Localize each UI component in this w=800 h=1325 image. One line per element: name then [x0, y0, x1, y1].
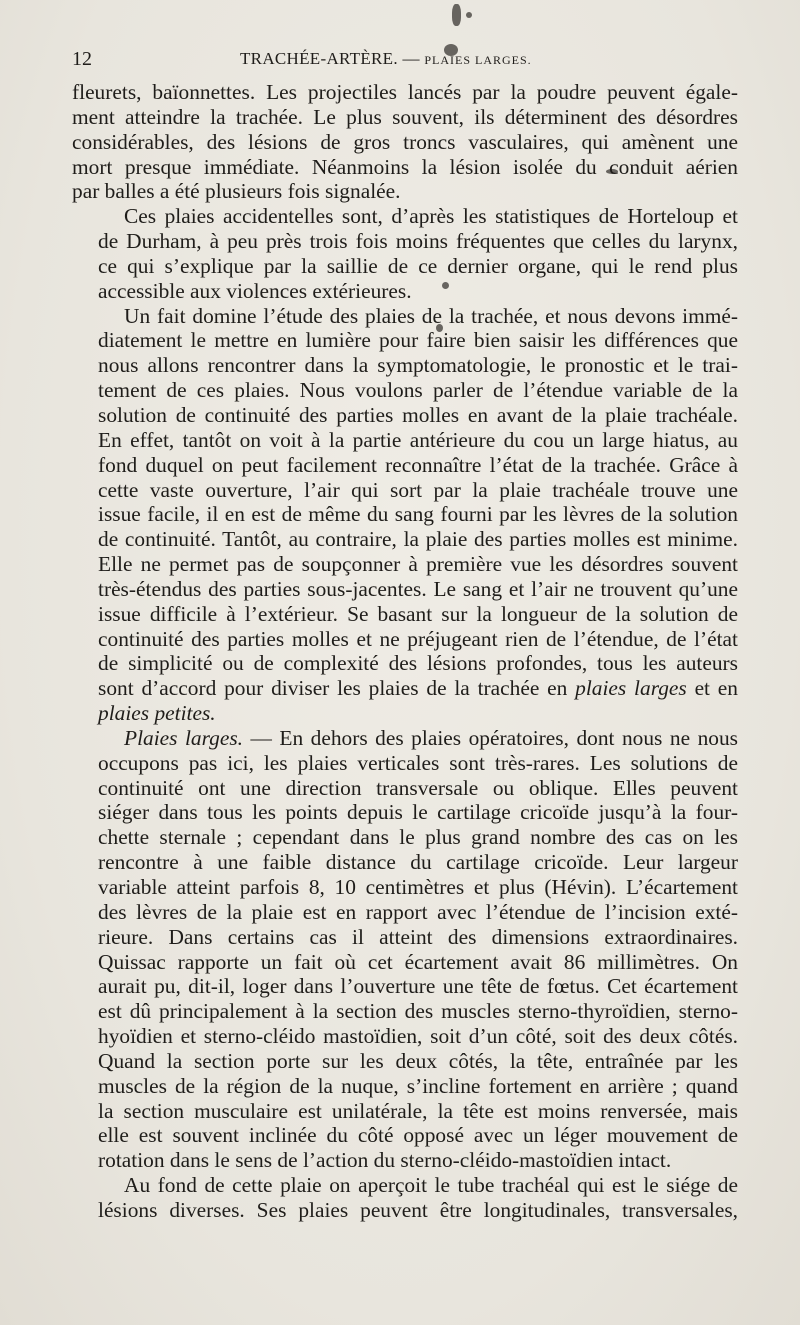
text-line: des lèvres de la plaie est en rapport avec l’étendue de l’incision exté- [98, 899, 738, 924]
text-line: tement de ces plaies. Nous voulons parler de l’étendue variable de la [98, 378, 738, 403]
text-line: de simplicité ou de complexité des lésions profondes, tous les auteurs [98, 651, 738, 676]
text-line [72, 676, 738, 701]
text-line: hyoïdien et sterno-cléido mastoïdien, soit d’un côté, soit des deux côtés. [98, 1024, 738, 1049]
text-fragment: sont d’accord pour diviser les plaies de la trachée en [98, 676, 568, 701]
text-line: mort presque immédiate. Néanmoins la lésion isolée du conduit aérien [72, 154, 738, 179]
text-line: rotation dans le sens de l’action du sterno-cléido-mastoïdien intact. [98, 1148, 672, 1173]
paragraph-3 [72, 304, 738, 726]
running-title: TRACHÉE-ARTÈRE. [240, 49, 398, 68]
text-line: accessible aux violences extérieures. [98, 278, 412, 303]
paragraph-1 [72, 80, 738, 204]
running-head [240, 46, 532, 73]
text-line: fond duquel on peut facilement reconnaître l’état de la trachée. Grâce à [98, 452, 738, 477]
section-heading: Plaies larges. [124, 725, 243, 750]
text-fragment: et en [694, 676, 738, 701]
text-line: variable atteint parfois 8, 10 centimètres et plus (Hévin). L’écartement [98, 875, 738, 899]
text-line: continuité des parties molles et ne préjugeant rien de l’étendue, de l’état [98, 626, 738, 651]
text-line: occupons pas ici, les plaies verticales sont très-rares. Les solutions de [98, 750, 738, 775]
italic-term: plaies larges [575, 676, 687, 701]
text-line: ce qui s’explique par la saillie de ce dernier organe, qui le rend plus [98, 253, 738, 278]
body-text [72, 80, 738, 1223]
ink-stain [452, 4, 461, 26]
running-dash: — [402, 49, 420, 68]
text-line [72, 701, 738, 726]
italic-term: plaies petites. [98, 701, 216, 726]
text-line: de continuité. Tantôt, au contraire, la plaie des parties molles est minime. [98, 527, 738, 552]
text-line [72, 726, 738, 751]
text-line: est dû principalement à la section des muscles sterno-thyroïdien, sterno- [98, 999, 738, 1024]
text-line: issue difficile à l’extérieur. Se basant sur la longueur de la solution de [98, 601, 738, 626]
text-line: Ces plaies accidentelles sont, d’après les statistiques de Horteloup et [124, 204, 738, 229]
text-line: Quand la section porte sur les deux côtés, la tête, entraînée par les [98, 1048, 738, 1073]
text-line: nous allons rencontrer dans la symptomatologie, le pronostic et le trai- [98, 353, 738, 378]
text-line: aurait pu, dit-il, loger dans l’ouverture une tête de fœtus. Cet écartement [98, 974, 738, 999]
text-line: solution de continuité des parties molles en avant de la plaie trachéale. [98, 402, 738, 427]
text-line: fleurets, baïonnettes. Les projectiles lancés par la poudre peuvent égale- [72, 80, 738, 104]
text-line: cette vaste ouverture, l’air qui sort par la plaie trachéale trouve une [98, 477, 738, 502]
text-line: elle est souvent inclinée du côté opposé avec un léger mouvement de [98, 1123, 738, 1148]
ink-stain [466, 12, 472, 18]
text-line: diatement le mettre en lumière pour faire bien saisir les différences que [98, 328, 738, 353]
text-line: Un fait domine l’étude des plaies de la trachée, et nous devons immé- [124, 303, 738, 328]
text-line: très-étendus des parties sous-jacentes. Le sang et l’air ne trouvent qu’une [98, 576, 738, 601]
text-line: Quissac rapporte un fait où cet écartement avait 86 millimètres. On [98, 949, 738, 974]
page-number: 12 [72, 48, 92, 70]
paragraph-2 [72, 204, 738, 303]
running-section: PLAIES LARGES. [424, 53, 532, 67]
text-line: rencontre à une faible distance du cartilage cricoïde. Leur largeur [98, 850, 738, 875]
text-line: considérables, des lésions de gros troncs vasculaires, qui amènent une [72, 129, 738, 154]
text-line: Au fond de cette plaie on aperçoit le tube trachéal qui est le siége de [124, 1173, 738, 1198]
paragraph-4 [72, 726, 738, 1173]
text-line: siéger dans tous les points depuis le cartilage cricoïde jusqu’à la four- [98, 800, 738, 825]
text-line: ment atteindre la trachée. Le plus souvent, ils déterminent des désordres [72, 104, 738, 129]
text-line: de Durham, à peu près trois fois moins fréquentes que celles du larynx, [98, 229, 738, 254]
page-header [72, 46, 740, 72]
text-line: par balles a été plusieurs fois signalée. [72, 179, 401, 204]
text-line: la section musculaire est unilatérale, la tête est moins renversée, mais [98, 1098, 738, 1123]
text-line: continuité ont une direction transversale ou oblique. Elles peuvent [98, 775, 738, 800]
text-line: En effet, tantôt on voit à la partie antérieure du cou un large hiatus, au [98, 427, 738, 452]
text-line: muscles de la région de la nuque, s’incline fortement en arrière ; quand [98, 1073, 738, 1098]
text-line: issue facile, il en est de même du sang fourni par les lèvres de la solution [98, 502, 738, 527]
text-line: Elle ne permet pas de soupçonner à première vue les désordres souvent [98, 552, 738, 577]
text-line: rieure. Dans certains cas il atteint des dimensions extraordinaires. [98, 924, 738, 949]
text-fragment: — En dehors des plaies opératoires, dont nous ne nous [243, 725, 738, 750]
text-line: chette sternale ; cependant dans le plus grand nombre des cas on les [98, 825, 738, 850]
paragraph-5 [72, 1173, 738, 1223]
text-line: lésions diverses. Ses plaies peuvent être longitudinales, transversales, [98, 1197, 738, 1222]
